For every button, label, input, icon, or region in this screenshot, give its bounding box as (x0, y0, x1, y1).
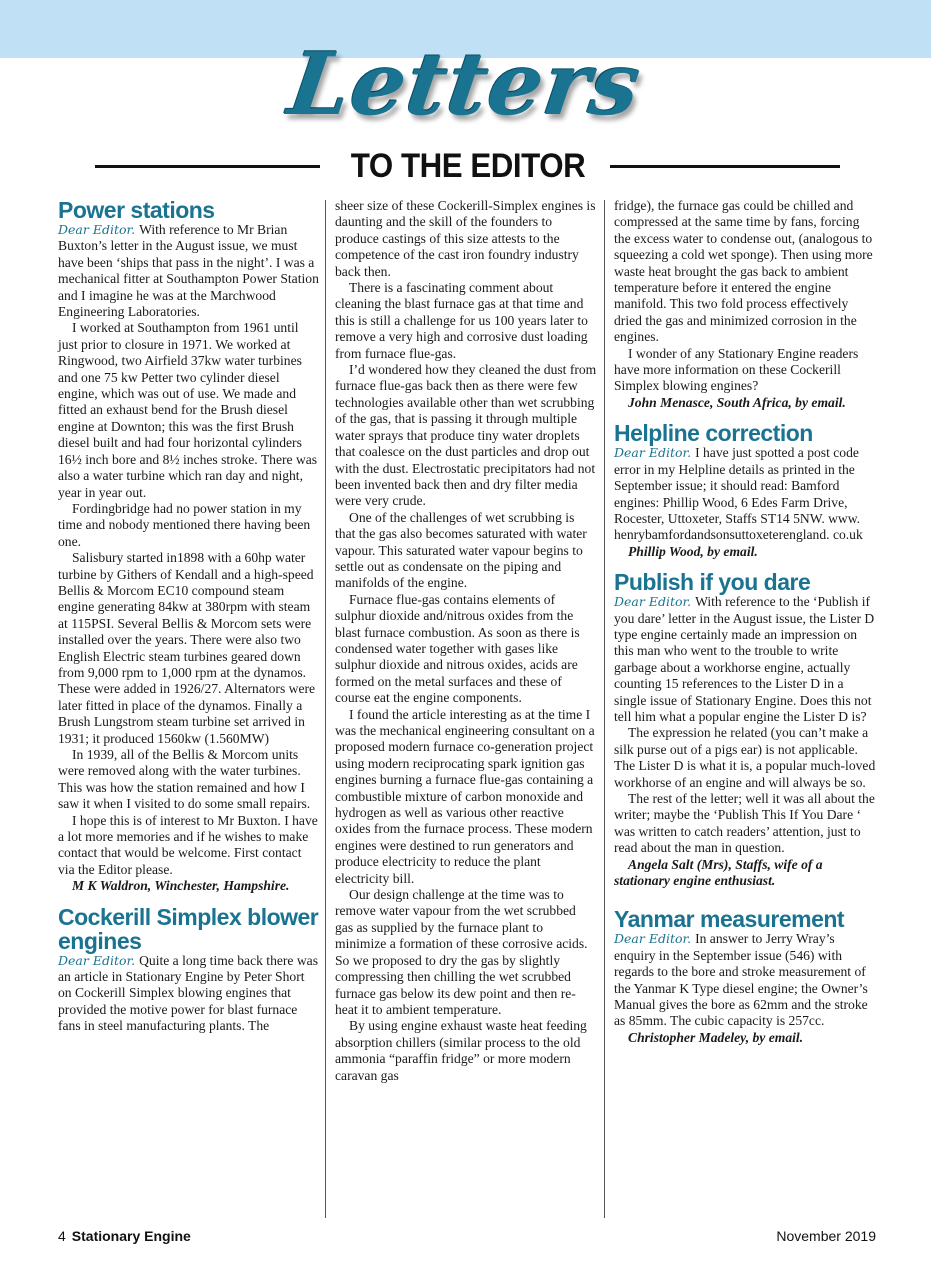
letter-yanmar-measurement (614, 907, 876, 1046)
subtitle-rule-right (610, 165, 840, 168)
letter-heading: Cockerill Simplex blower engines (58, 903, 319, 954)
letter-signature: M K Waldron, Winchester, Hampshire. (72, 878, 290, 894)
letter-paragraph: Dear Editor. With reference to the ‘Publish if you dare’ letter in the August issue, the Lister D type engine certainly made an impression on this man who went to the trouble to write garbage about a workhorse engine, actually counting 15 references to the Lister D in a single issue of Stationary Engine. Does this not tell him what a popular engine the Lister D is? (614, 594, 875, 724)
masthead (0, 30, 931, 140)
letter-paragraph: There is a fascinating comment about cleaning the blast furnace gas at that time and this is still a challenge for us 100 years later to remove a very high and corrosive dust loading from furnace flue-gas. (335, 280, 588, 361)
letter-paragraph: The expression he related (you can’t make a silk purse out of a pigs ear) is not applicable. The Lister D is what it is, a popular much-loved workhorse of an engine and will always be so. (614, 725, 876, 790)
salutation: Dear Editor. (614, 445, 692, 461)
issue-date: November 2019 (776, 1228, 876, 1244)
page-number: 4 (58, 1228, 66, 1244)
letter-cockerill-simplex (58, 905, 320, 1035)
letter-paragraph: In 1939, all of the Bellis & Morcom units were removed along with the water turbines. This was how the station remained and how I saw it when I visited to do some small repairs. (58, 747, 311, 812)
letter-signature: Christopher Madeley, by email. (628, 1029, 804, 1045)
letter-paragraph: Fordingbridge had no power station in my time and nobody mentioned there having been one. (58, 500, 311, 549)
column-2 (335, 198, 597, 1084)
letter-power-stations (58, 198, 320, 895)
letter-paragraph: Dear Editor. I have just spotted a post code error in my Helpline details as printed in the September issue; it should read: Bamford engines: Phillip Wood, 6 Edes Farm Drive, Rocester, Uttoxeter, Staffs ST14 5NW. www. henrybamfordandsonsuttoxeterengland. co.uk (614, 445, 863, 543)
letter-paragraph: sheer size of these Cockerill-Simplex engines is daunting and the skill of the founders to produce castings of this size attests to the competence of the cast iron foundry industry back then. (335, 198, 596, 279)
letter-paragraph: One of the challenges of wet scrubbing is that the gas also becomes saturated with water vapour. This saturated water vapour begins to settle out as condensate on the piping and manifolds of the engine. (335, 509, 587, 591)
letter-paragraph: fridge), the furnace gas could be chilled and compressed at the same time by fans, forcing the excess water to condense out, (analogous to squeezing a cold wet sponge). Then using more waste heat brought the gas back to ambient temperature before it entered the engine manifold. This two fold process effectively dried the gas and minimized corrosion in the engines. (614, 198, 873, 345)
letter-publish-if-you-dare (614, 570, 876, 889)
column-3 (614, 198, 876, 1046)
salutation: Dear Editor. (58, 952, 136, 968)
letter-heading: Power stations (58, 197, 215, 223)
column-1 (58, 198, 320, 1035)
letter-paragraph: By using engine exhaust waste heat feeding absorption chillers (similar process to the old ammonia “paraffin fridge” or more modern caravan gas (335, 1018, 587, 1083)
letter-paragraph: The rest of the letter; well it was all about the writer; maybe the ‘Publish This If You Dare ‘ was written to catch readers’ attention, just to read about the man in question. (614, 791, 875, 856)
footer-left (58, 1228, 191, 1244)
salutation: Dear Editor. (58, 222, 136, 237)
subtitle-rule-left (95, 165, 320, 168)
letter-paragraph: I hope this is of interest to Mr Buxton. I have a lot more memories and if he wishes to make contact that would be welcome. First contact via the Editor please. (58, 812, 318, 877)
column-divider (325, 200, 326, 1218)
column-divider (604, 200, 605, 1218)
letter-paragraph: Dear Editor. With reference to Mr Brian Buxton’s letter in the August issue, we must have been ‘ships that pass in the night’. I was a mechanical fitter at Southampton Power Station and I imagine he was at the Marchwood Engineering Laboratories. (58, 222, 319, 320)
letter-paragraph: Our design challenge at the time was to remove water vapour from the wet scrubbed gas as supplied by the furnace plant to minimize a formation of these corrosive acids. So we proposed to dry the gas by slightly compressing then chilling the wet scrubbed furnace gas below its dew point and then re-heat it to ambient temperature. (335, 887, 588, 1017)
letter-heading: Helpline correction (614, 420, 813, 447)
letter-signature: John Menasce, South Africa, by email. (628, 394, 846, 410)
salutation: Dear Editor. (614, 594, 692, 610)
letter-paragraph: I worked at Southampton from 1961 until just prior to closure in 1971. We worked at Ringwood, two Airfield 37kw water turbines and one 75 kw Petter two cylinder diesel engine, which was out of use. We made and fitted an exhaust bend for the Brush diesel engine at Downton; this was the first Brush diesel built and had four horizontal cylinders 16½ inch bore and 8½ inches stroke. There was also a water turbine which ran day and night, year in year out. (58, 320, 318, 500)
letter-signature: Angela Salt (Mrs), Staffs, wife of a stationary engine enthusiast. (614, 856, 823, 889)
masthead-subtitle-row (95, 146, 840, 186)
letter-heading: Yanmar measurement (614, 906, 845, 933)
masthead-subtitle: TO THE EDITOR (350, 147, 586, 185)
letter-paragraph: I wonder of any Stationary Engine readers have more information on these Cockerill Simplex blowing engines? (614, 345, 859, 394)
letter-heading: Publish if you dare (614, 569, 811, 596)
letter-helpline-correction (614, 421, 876, 560)
salutation: Dear Editor. (614, 931, 692, 947)
masthead-title: Letters (283, 34, 648, 135)
letter-paragraph: Dear Editor. Quite a long time back there was an article in Stationary Engine by Peter Short on Cockerill Simplex blowing engines that provided the motive power for blast furnace fans in steel manufacturing plants. The (58, 952, 319, 1034)
magazine-name: Stationary Engine (71, 1228, 191, 1244)
letter-signature: Phillip Wood, by email. (628, 543, 758, 559)
letter-paragraph: Dear Editor. In answer to Jerry Wray’s enquiry in the September issue (546) with regards to the bore and stroke measurement of the Yanmar K Type diesel engine; the Owner’s Manual gives the bore as 62mm and the stroke as 85mm. The cubic capacity is 257cc. (614, 931, 868, 1029)
letter-paragraph: I found the article interesting as at the time I was the mechanical engineering consultant on a proposed modern furnace co-generation project using modern reciprocating spark ignition gas engines burning a furnace flue-gas containing a combustible mixture of carbon monoxide and hydrogen as well as various other reactive oxides from the furnace process. These modern engines were destined to run generators and produce electricity to reduce the plant electricity bill. (335, 706, 595, 886)
letter-paragraph: Furnace flue-gas contains elements of sulphur dioxide and/nitrous oxides from the blast furnace combustion. As soon as there is condensed water together with gases like sulphur dioxide and nitrous oxides, acids are formed on the metal surfaces and these of course eat the engine components. (335, 591, 580, 706)
letter-paragraph: Salisbury started in1898 with a 60hp water turbine by Githers of Kendall and a high-speed Bellis & Morcom EC10 compound steam engine generating 84kw at 380rpm with steam at 115PSI. Several Bellis & Morcom sets were installed over the years. There were also two English Electric steam turbines geared down from 9,000 rpm to 1,000 rpm at the dynamos. These were added in 1926/27. Alternators were later fitted in place of the dynamos. Finally a Brush Lungstrom steam turbine set arrived in 1931; it produced 1560kw (1.560MW) (58, 550, 316, 746)
letter-paragraph: I’d wondered how they cleaned the dust from furnace flue-gas back then as there were few technologies available other than wet scrubbing of the gas, that is passing it through multiple water sprays that produce tiny water droplets that coalesce on the dust particles and drop out with the dust. Electrostatic precipitators had not been invented back then and dry filter media were very crude. (335, 362, 597, 509)
